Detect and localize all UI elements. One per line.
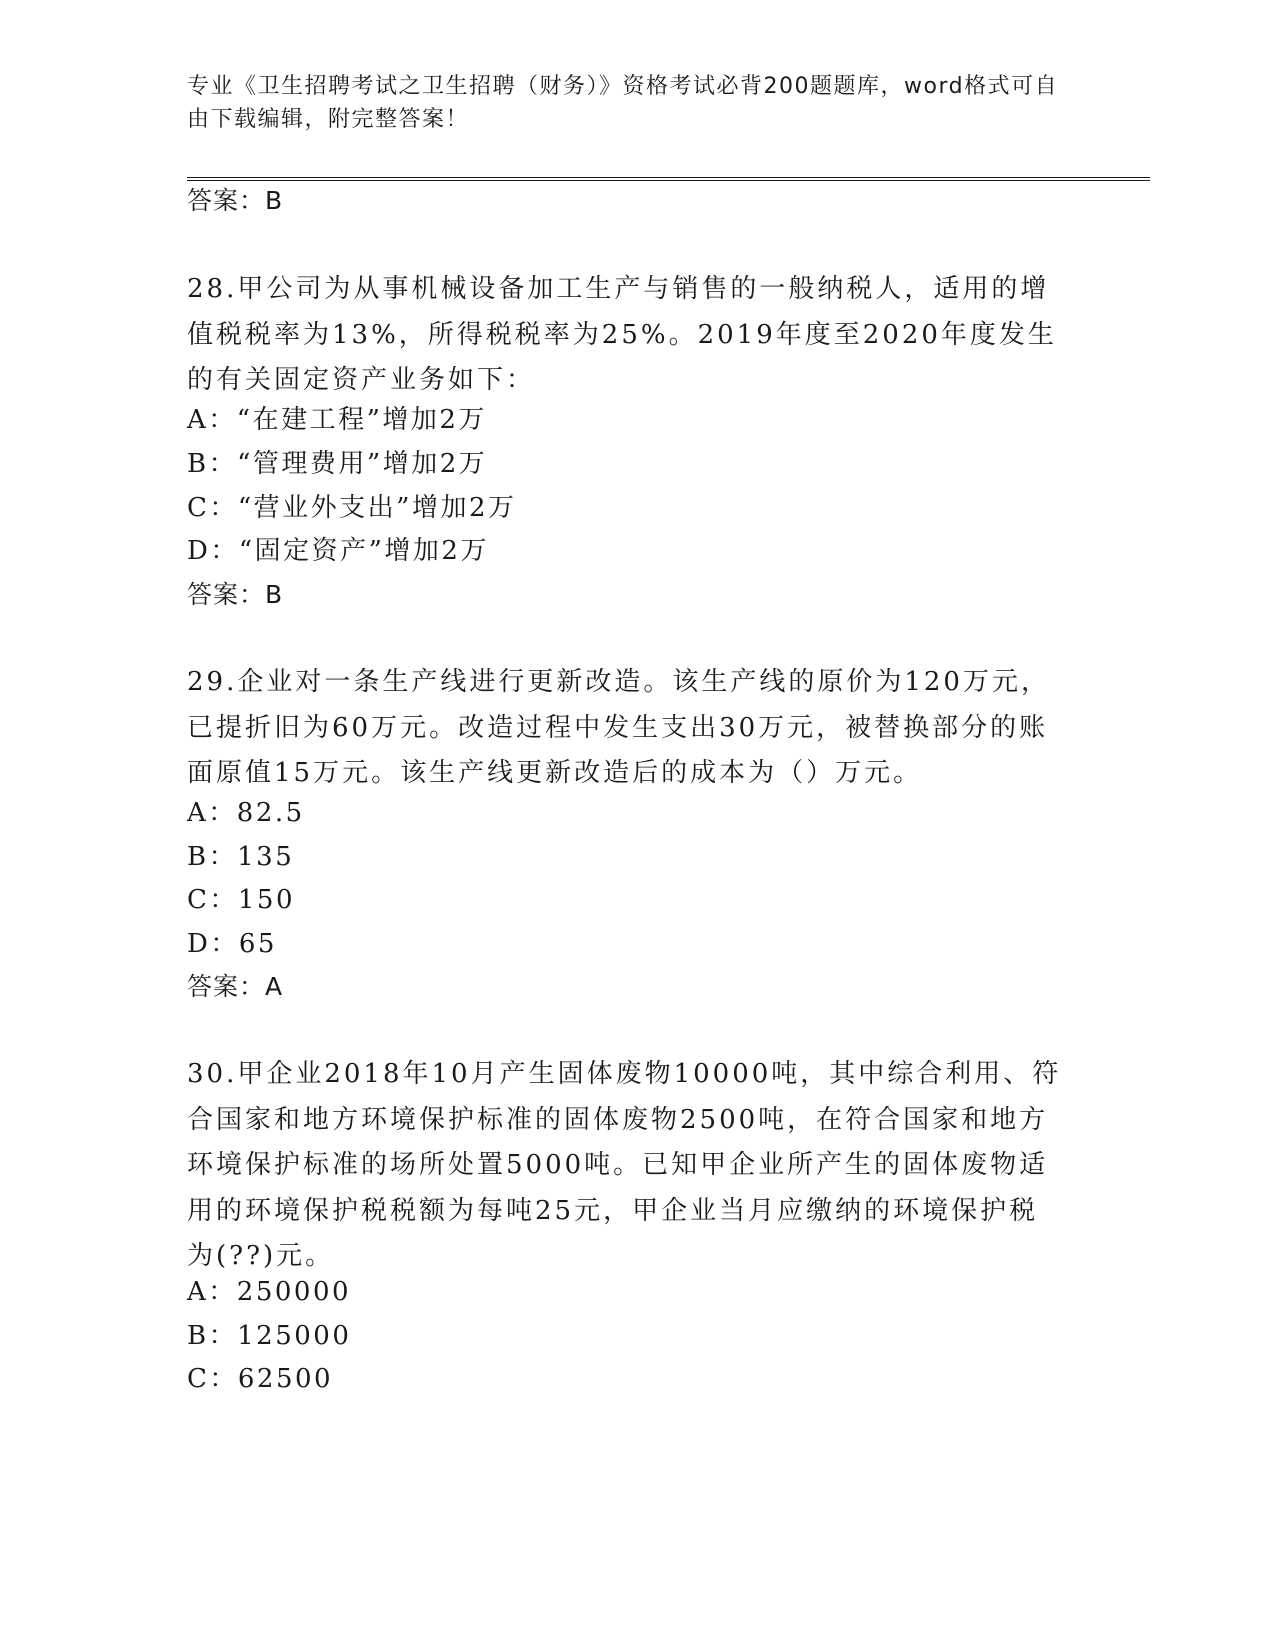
question-28-stem: 28.甲公司为从事机械设备加工生产与销售的一般纳税人，适用的增值税税率为13%，所得税税率为25%。2019年度至2020年度发生的有关固定资产业务如下： — [187, 274, 1057, 395]
answer-27: 答案：B — [187, 186, 284, 215]
question-30-option-c: C：62500 — [187, 1364, 334, 1394]
question-29-option-a: A：82.5 — [187, 798, 305, 828]
question-29-answer: 答案：A — [187, 972, 284, 1001]
question-30-stem: 30.甲企业2018年10月产生固体废物10000吨，其中综合利用、符合国家和地方环境保护标准的固体废物2500吨，在符合国家和地方环境保护标准的场所处置5000吨。已知甲企业所产生的固体废物适用的环境保护税税额为每吨25元，甲企业当月应缴纳的环境保护税为(??)元。 — [187, 1059, 1062, 1271]
question-28-option-b: B：“管理费用”增加2万 — [187, 449, 488, 479]
question-28-answer: 答案：B — [187, 580, 284, 609]
question-30-option-a: A：250000 — [187, 1277, 352, 1307]
question-29-stem: 29.企业对一条生产线进行更新改造。该生产线的原价为120万元，已提折旧为60万元。改造过程中发生支出30万元，被替换部分的账面原值15万元。该生产线更新改造后的成本为（）万元。 — [187, 667, 1050, 788]
document-header: 专业《卫生招聘考试之卫生招聘（财务）》资格考试必背200题题库，word格式可自由下载编辑，附完整答案！ — [187, 74, 1059, 132]
question-28-option-d: D：“固定资产”增加2万 — [187, 536, 489, 566]
question-29-option-c: C：150 — [187, 885, 296, 915]
question-28-option-a: A：“在建工程”增加2万 — [187, 405, 487, 435]
question-30-option-b: B：125000 — [187, 1321, 352, 1351]
header-divider — [187, 177, 1150, 181]
question-29-option-b: B：135 — [187, 842, 295, 872]
question-29-option-d: D：65 — [187, 929, 277, 959]
question-28-option-c: C：“营业外支出”增加2万 — [187, 493, 517, 523]
